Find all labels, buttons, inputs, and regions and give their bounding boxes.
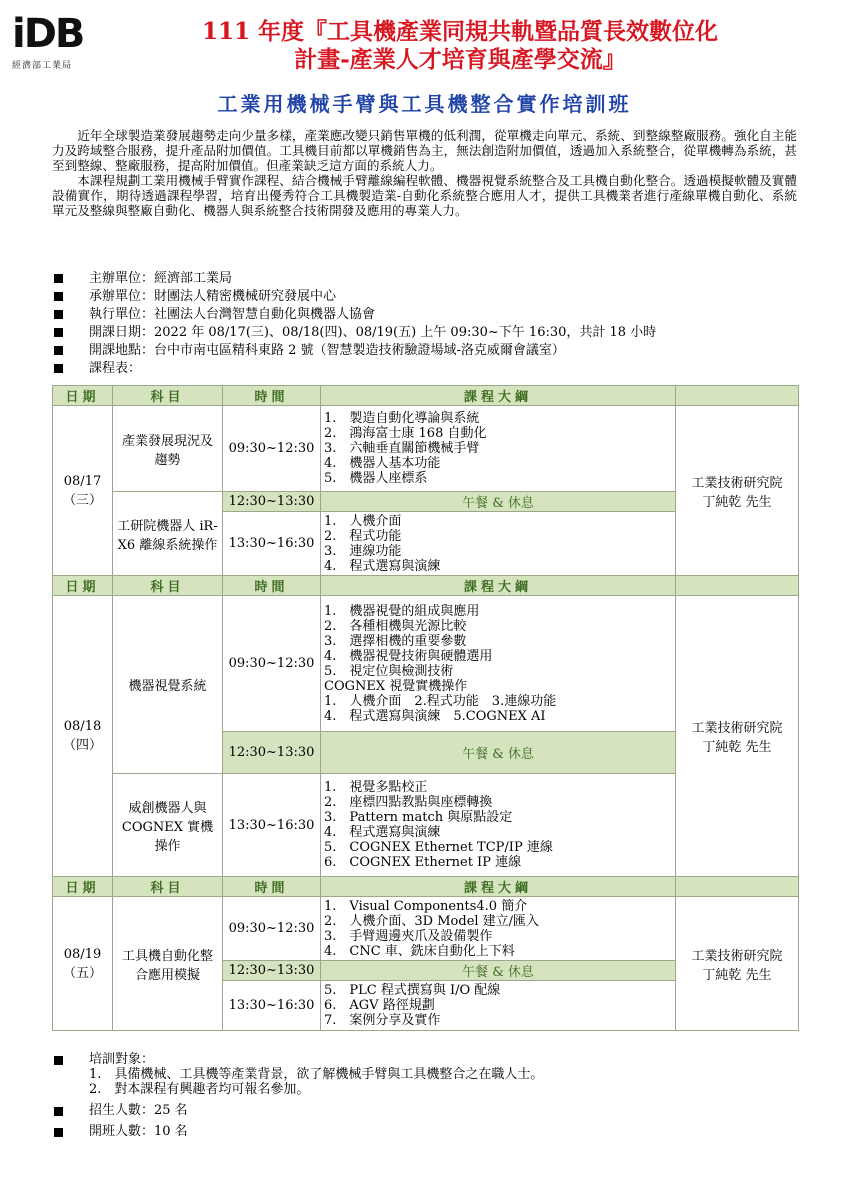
header-subject: 科目 — [113, 576, 223, 596]
header-blank — [676, 877, 799, 897]
header-blank — [676, 576, 799, 596]
outline-item: 1. 人機介面 2.程式功能 3.連線功能 — [324, 693, 557, 709]
table-header-row — [53, 877, 799, 897]
day3-lunch-time: 12:30~13:30 — [223, 961, 321, 981]
info-item — [52, 306, 797, 324]
day1-time-1: 09:30~12:30 — [223, 406, 321, 492]
day3-subject: 工具機自動化整合應用模擬 — [113, 897, 223, 1031]
info-item — [52, 270, 797, 288]
enrollment — [52, 1103, 797, 1118]
logo-subtitle: 經濟部工業局 — [12, 61, 73, 71]
outline-item: 4. 程式選寫與演練 5.COGNEX AI — [324, 708, 546, 724]
day3-outline-1 — [321, 897, 676, 961]
table-row — [53, 406, 799, 492]
day3-date-cell — [53, 897, 113, 1031]
instructor-org: 工業技術研究院 — [691, 475, 783, 491]
square-bullet-icon — [54, 1107, 63, 1116]
minimum — [52, 1124, 797, 1139]
day2-lunch-time: 12:30~13:30 — [223, 732, 321, 774]
list-item: 1. 具備機械、工具機等產業背景，欲了解機械手臂與工具機整合之在職人士。 — [89, 1067, 544, 1082]
outline-item: 1. 機器視覺的組成與應用 — [324, 603, 480, 619]
page-title — [110, 18, 810, 74]
outline-item: 2. 座標四點教點與座標轉換 — [324, 795, 493, 810]
day1-date-cell — [53, 406, 113, 576]
day2-date-cell — [53, 596, 113, 877]
day3-instructor — [676, 897, 799, 1031]
day1-lunch-time: 12:30~13:30 — [223, 492, 321, 512]
square-bullet-icon — [54, 1128, 63, 1137]
info-schedule-label: 課程表： — [89, 361, 142, 376]
square-bullet-icon — [54, 1056, 63, 1065]
day3-time-1: 09:30~12:30 — [223, 897, 321, 961]
day1-instructor — [676, 406, 799, 576]
minimum-count: 開班人數：10 名 — [89, 1124, 188, 1139]
header-date: 日期 — [53, 576, 113, 596]
square-bullet-icon — [54, 274, 63, 283]
outline-item: 5. 視定位與檢測技術 — [324, 663, 454, 679]
instructor-org: 工業技術研究院 — [691, 721, 783, 736]
outline-item: 4. 程式選寫與演練 — [324, 558, 441, 574]
outline-item: 2. 人機介面、3D Model 建立/匯入 — [324, 913, 540, 929]
training-target — [52, 1052, 797, 1097]
header-subject: 科目 — [113, 386, 223, 406]
table-row — [53, 897, 799, 961]
title-line-2: 計畫-產業人才培育與產學交流』 — [294, 46, 626, 73]
day2-date: 08/18 — [63, 719, 102, 734]
outline-item: 6. AGV 路徑規劃 — [324, 998, 435, 1013]
day2-subject-2: 威創機器人與 COGNEX 實機操作 — [113, 774, 223, 877]
logo-mark: iDB — [12, 11, 84, 57]
square-bullet-icon — [54, 310, 63, 319]
outline-item: 3. 連線功能 — [324, 543, 402, 559]
day2-time-2: 13:30~16:30 — [223, 774, 321, 877]
header-outline: 課程大綱 — [321, 576, 676, 596]
target-list — [89, 1067, 543, 1097]
intro-paragraph-1: 近年全球製造業發展趨勢走向少量多樣，產業應改變只銷售單機的低利潤，從單機走向單元、系統、到整線整廠服務。強化自主能力及跨域整合服務，提升產品附加價值。工具機目前都以單機銷售為主，無法創造附加價值，透過加入系統整合，從單機轉為系統，甚至到整線、整廠服務，提高附加價值。但產業缺乏這方面的系統人力。 — [52, 128, 797, 173]
day2-outline-1 — [321, 596, 676, 732]
day1-date: 08/17 — [63, 473, 102, 489]
instructor-org: 工業技術研究院 — [691, 948, 783, 964]
day1-outline-2 — [321, 512, 676, 576]
outline-item: 1. 製造自動化導論與系統 — [324, 411, 480, 426]
day2-subject-1: 機器視覺系統 — [113, 596, 223, 774]
outline-item: 4. 機器人基本功能 — [324, 456, 441, 471]
table-header-row — [53, 386, 799, 406]
square-bullet-icon — [54, 346, 63, 355]
info-organizer: 主辦單位：經濟部工業局 — [89, 271, 233, 286]
header-outline: 課程大綱 — [321, 877, 676, 897]
outline-item: 4. CNC 車、銑床自動化上下料 — [324, 943, 515, 959]
outline-item: 4. 機器視覺技術與硬體選用 — [324, 648, 493, 664]
info-list — [52, 270, 797, 378]
title-line-1: 111 年度『工具機產業同規共軌暨品質長效數位化 — [201, 18, 719, 45]
info-item — [52, 360, 797, 378]
info-executor: 執行單位：社團法人台灣智慧自動化與機器人協會 — [89, 307, 376, 322]
outline-item: 3. 選擇相機的重要參數 — [324, 633, 467, 649]
day3-lunch: 午餐 & 休息 — [321, 961, 676, 981]
outline-item: 1. 人機介面 — [324, 513, 402, 529]
day1-subject-2: 工研院機器人 iR-X6 離線系統操作 — [113, 492, 223, 576]
outline-item: COGNEX 視覺實機操作 — [324, 678, 468, 694]
outline-item: 3. 六軸垂直關節機械手臂 — [324, 441, 480, 456]
info-dates: 開課日期：2022 年 08/17(三)、08/18(四)、08/19(五) 上午 09:30~下午 16:30，共計 18 小時 — [89, 325, 657, 340]
info-undertaker: 承辦單位：財團法人精密機械研究發展中心 — [89, 289, 337, 304]
instructor-name: 丁純乾 先生 — [702, 494, 772, 510]
day1-lunch: 午餐 & 休息 — [321, 492, 676, 512]
outline-item: 7. 案例分享及實作 — [324, 1013, 441, 1028]
outline-item: 2. 程式功能 — [324, 528, 402, 544]
outline-item: 3. Pattern match 與原點設定 — [324, 810, 513, 825]
header-time: 時間 — [223, 576, 321, 596]
outline-item: 2. 鴻海富士康 168 自動化 — [324, 426, 487, 441]
day3-time-2: 13:30~16:30 — [223, 981, 321, 1031]
outline-item: 6. COGNEX Ethernet IP 連線 — [324, 855, 522, 870]
day2-outline-2 — [321, 774, 676, 877]
course-title: 工業用機械手臂與工具機整合實作培訓班 — [217, 92, 632, 116]
header-time: 時間 — [223, 877, 321, 897]
idb-logo — [12, 12, 102, 71]
day2-instructor — [676, 596, 799, 877]
header-outline: 課程大綱 — [321, 386, 676, 406]
outline-item: 1. Visual Components4.0 簡介 — [324, 898, 528, 914]
square-bullet-icon — [54, 328, 63, 337]
day1-subject-1: 產業發展現況及趨勢 — [113, 406, 223, 492]
outline-item: 5. 機器人座標系 — [324, 471, 428, 486]
outline-item: 5. PLC 程式撰寫與 I/O 配線 — [324, 983, 501, 998]
day1-time-2: 13:30~16:30 — [223, 512, 321, 576]
day3-outline-2 — [321, 981, 676, 1031]
intro-paragraph-2: 本課程規劃工業用機械手臂實作課程、結合機械手臂離線編程軟體、機器視覺系統整合及工具機自動化整合。透過模擬軟體及實體設備實作，期待透過課程學習，培育出優秀符合工具機製造業-自動化系統整合應用人才，提供工具機業者進行產線單機自動化、系統單元及整線與整廠自動化、機器人與系統整合技術開發及應用的專業人力。 — [52, 173, 797, 218]
info-location: 開課地點：台中市南屯區精科東路 2 號（智慧製造技術驗證場域-洛克威爾會議室） — [89, 343, 565, 358]
instructor-name: 丁純乾 先生 — [702, 740, 772, 755]
info-item — [52, 324, 797, 342]
schedule-table — [52, 385, 799, 1031]
day2-weekday: （四） — [62, 738, 102, 753]
target-title: 培訓對象： — [89, 1052, 155, 1067]
outline-item: 2. 各種相機與光源比較 — [324, 618, 467, 634]
footer-info — [52, 1052, 797, 1145]
list-item: 2. 對本課程有興趣者均可報名參加。 — [89, 1082, 310, 1097]
intro-text — [52, 128, 797, 218]
header-date: 日期 — [53, 386, 113, 406]
header-date: 日期 — [53, 877, 113, 897]
day3-date: 08/19 — [63, 946, 102, 962]
day1-outline-1 — [321, 406, 676, 492]
header-time: 時間 — [223, 386, 321, 406]
day1-weekday: （三） — [62, 492, 102, 508]
instructor-name: 丁純乾 先生 — [702, 967, 772, 983]
header-blank — [676, 386, 799, 406]
outline-item: 4. 程式選寫與演練 — [324, 825, 441, 840]
outline-item: 1. 視覺多點校正 — [324, 780, 428, 795]
day2-time-1: 09:30~12:30 — [223, 596, 321, 732]
day3-weekday: （五） — [62, 965, 102, 981]
outline-item: 5. COGNEX Ethernet TCP/IP 連線 — [324, 840, 553, 855]
table-row — [53, 596, 799, 732]
header-subject: 科目 — [113, 877, 223, 897]
table-header-row — [53, 576, 799, 596]
outline-item: 3. 手臂週邊夾爪及設備製作 — [324, 928, 493, 944]
day2-lunch: 午餐 & 休息 — [321, 732, 676, 774]
enrollment-count: 招生人數：25 名 — [89, 1103, 188, 1118]
square-bullet-icon — [54, 364, 63, 373]
info-item — [52, 342, 797, 360]
square-bullet-icon — [54, 292, 63, 301]
info-item — [52, 288, 797, 306]
